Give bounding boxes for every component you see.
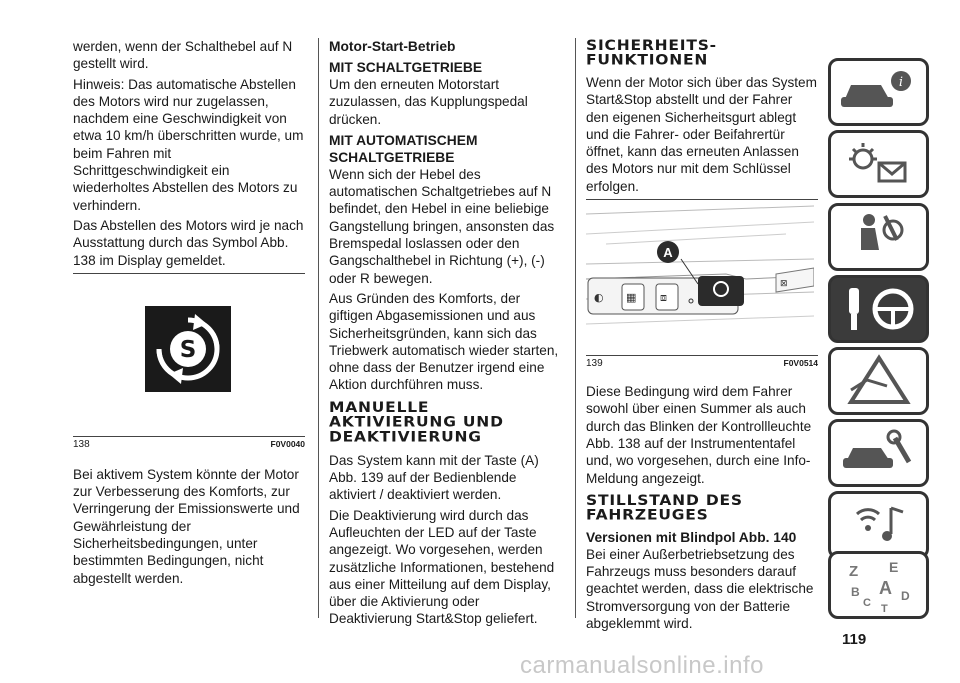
svg-text:⊠: ⊠ [780,279,788,290]
subsection-heading: Versionen mit Blindpol Abb. 140 [586,529,797,545]
paragraph: Das Abstellen des Motors wird je nach Ausstattung durch das Symbol Abb. 138 im Display gemeldet. [73,217,304,268]
subsection-heading: MIT SCHALTGETRIEBE [329,60,483,75]
key-steering-wheel-icon [831,278,926,340]
paragraph: Die Deaktivierung wird durch das Aufleuchten der LED auf der Taste angezeigt. Wo vorgesehen, werden zusätzliche Informationen, bestehend aus einer Mitteilung auf dem Display, über die Aktivierung oder Deaktivierung Start&Stop geliefert. [329,507,555,627]
figure-bottom-rule [73,436,305,437]
svg-text:A: A [879,578,892,598]
figure-top-rule [586,199,818,200]
paragraph: Wenn sich der Hebel des automatischen Schaltgetriebes auf N befindet, den Hebel in eine beliebige Gangstellung bringen, ansonsten das Bremspedal loslassen oder den Gangschalthebel in Richtung (+), (-) oder R bewegen. [329,166,555,286]
svg-text:◐: ◐ [594,291,604,305]
svg-text:B: B [851,585,860,599]
paragraph: Bei einer Außerbetriebsetzung des Fahrzeugs muss besonders darauf geachtet werden, dass die elektrische Stromversorgung von der Batterie abgeklemmt wird. [586,546,814,632]
page-number: 119 [842,631,867,648]
tab-vehicle-info[interactable] [828,58,929,126]
paragraph: Bei aktivem System könnte der Motor zur Verbesserung des Komforts, zur Verringerung der Emissionswerte und Gewährleistung der Sicherheitsbedingungen, unter bestimmten Bedingungen, nicht abgestellt werden. [73,466,300,586]
figure-caption [586,358,818,369]
column-3 [586,38,818,635]
svg-text:E: E [889,559,899,575]
alphabetical-index-icon [831,554,926,616]
tab-maintenance[interactable] [828,419,929,487]
column-divider [318,38,319,618]
section-heading: MANUELLE AKTIVIERUNG UND DEAKTIVIERUNG [329,398,504,445]
car-info-icon [831,61,926,123]
figure-code: F0V0514 [783,358,818,369]
svg-text:i: i [898,75,904,90]
paragraph: Diese Bedingung wird dem Fahrer sowohl über einen Summer als auch durch das Blinken der Kontrollleuchte Abb. 138 auf der Instrumententafel und, wo vorgesehen, durch eine Info-Meldung angezeigt. [586,384,812,486]
paragraph: Aus Gründen des Komforts, der giftigen Abgasemissionen und aus Sicherheitsgründen, kann sich das Triebwerk automatisch wieder starten, ohne dass der Benutzer irgend eine Aktion durchführen muss. [329,290,559,393]
tab-safety[interactable] [828,203,929,271]
column-divider [575,38,576,618]
svg-text:▦: ▦ [626,291,637,305]
service-car-wrench-icon [831,422,926,484]
tab-index[interactable] [828,551,929,619]
svg-text:⧈: ⧈ [660,291,667,305]
figure-139 [586,204,818,351]
figure-number: 139 [586,358,603,370]
figure-code: F0V0040 [270,438,305,449]
breakdown-warning-triangle-icon [831,350,926,412]
figure-138 [73,274,305,432]
svg-text:T: T [881,603,888,615]
paragraph: Wenn der Motor sich über das System Start&Stop abstellt und der Fahrer den eigenen Sicherheitsgurt ablegt und die Fahrer- oder Beifahrertür öffnet, kann das erneuten Anlassen des Motors nur mit dem Schlüssel erfolgen. [586,75,817,194]
section-heading: SICHERHEITS-FUNKTIONEN [586,37,717,69]
tab-starting-driving[interactable] [828,275,929,343]
svg-text:D: D [901,589,910,603]
column-1 [73,38,305,590]
airbag-seatbelt-icon [831,206,926,268]
figure-number: 138 [73,438,90,450]
multimedia-music-icon [831,494,926,556]
paragraph: Hinweis: Das automatische Abstellen des Motors wird nur zugelassen, nachdem eine Geschwindigkeit von etwa 10 km/h überschritten wurde, um beim Fahren mit Schrittgeschwindigkeit ein wiederholtes Abstellen des Motors zu verhindern. [73,76,304,213]
paragraph: Das System kann mit der Taste (A) Abb. 139 auf der Bedienblende aktiviert / deaktiviert werden. [329,452,539,503]
tab-multimedia[interactable] [828,491,929,559]
label-a: A [663,245,673,261]
figure-bottom-rule [586,355,818,356]
tab-emergency[interactable] [828,347,929,415]
dashboard-button-panel-illustration [586,204,814,351]
svg-text:Z: Z [849,563,859,580]
paragraph: Um den erneuten Motorstart zuzulassen, das Kupplungspedal drücken. [329,77,528,127]
warning-light-envelope-icon [831,133,926,195]
paragraph: werden, wenn der Schalthebel auf N gestellt wird. [73,39,293,72]
tab-warning-lights[interactable] [828,130,929,198]
subsection-heading: MIT AUTOMATISCHEM SCHALTGETRIEBE [329,132,478,165]
svg-text:S: S [179,336,197,363]
start-stop-icon [145,306,231,392]
watermark: carmanualsonline.info [520,652,764,679]
section-heading: STILLSTAND DES FAHRZEUGES [586,491,743,524]
section-heading: Motor-Start-Betrieb [329,39,456,54]
column-2 [329,38,561,631]
figure-caption [73,439,305,450]
svg-text:C: C [863,597,871,609]
